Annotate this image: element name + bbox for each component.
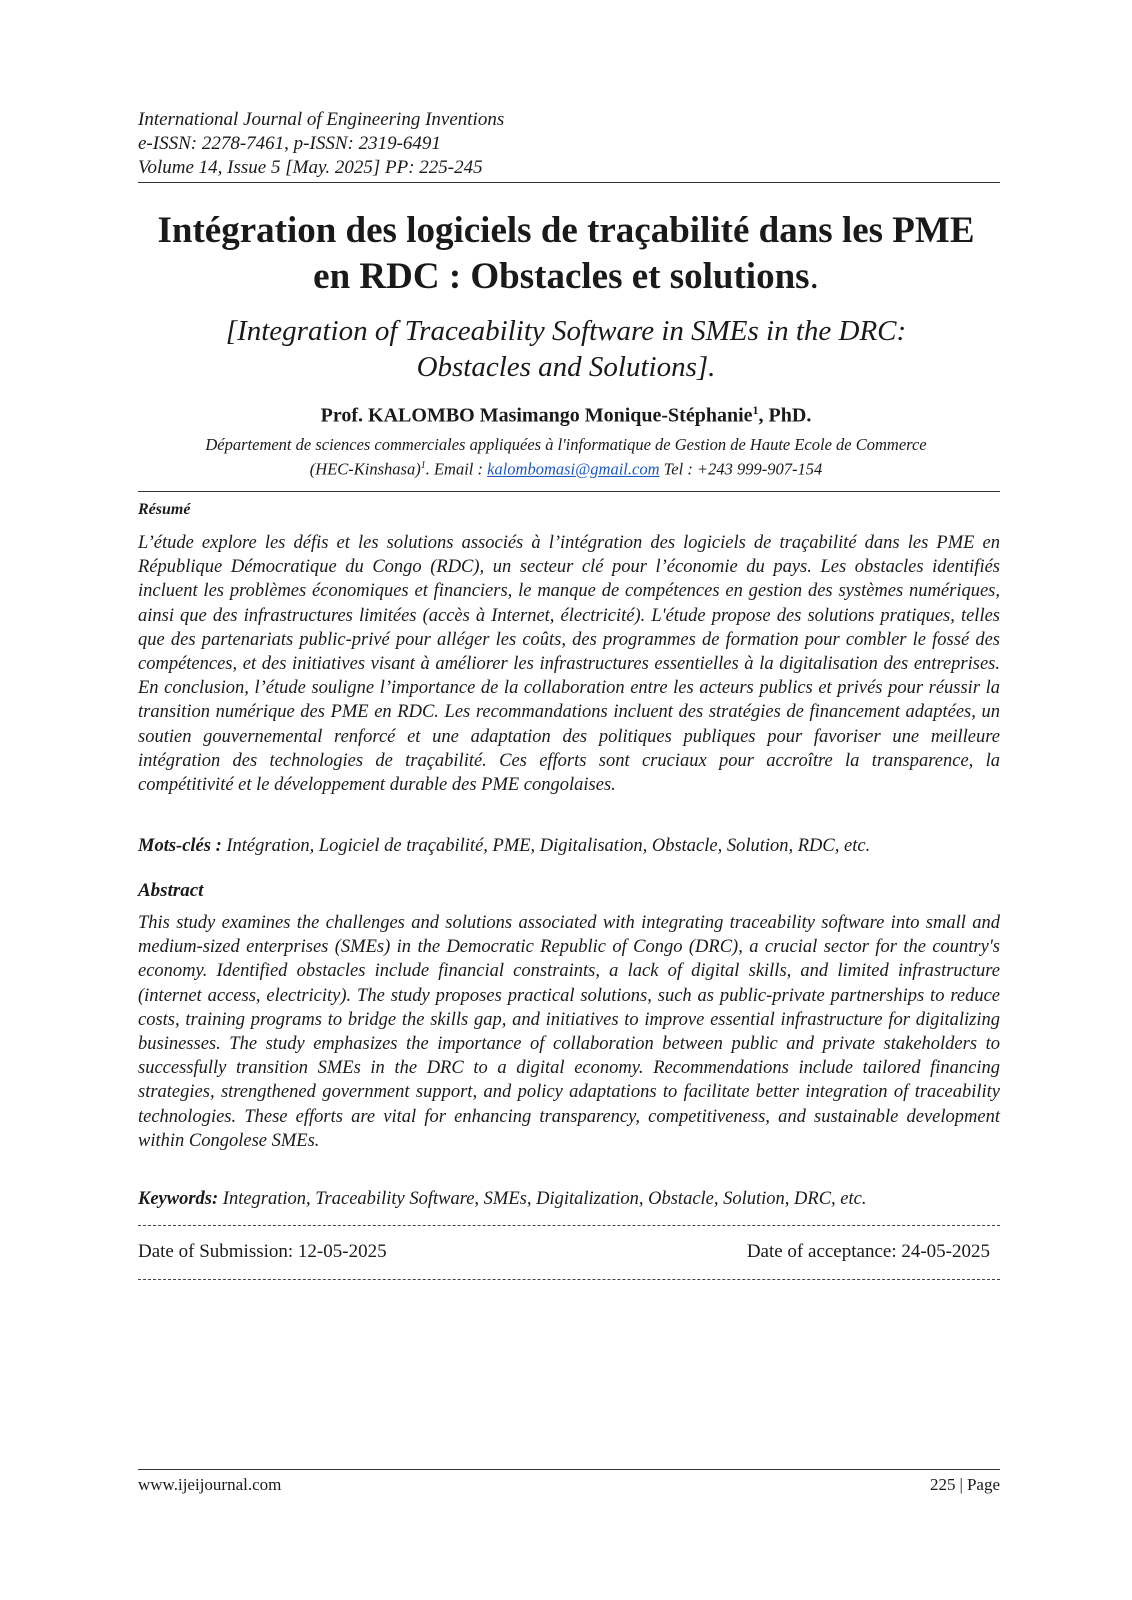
english-title (100, 313, 1032, 385)
keywords-french-label: Mots-clés : (138, 836, 222, 856)
header-divider (138, 182, 1000, 183)
page-number: 225 (930, 1475, 956, 1494)
telephone: Tel : +243 999-907-154 (659, 459, 823, 479)
keywords-english (138, 1187, 1000, 1211)
footer-website[interactable]: www.ijeijournal.com (138, 1475, 282, 1494)
author-affiliation-mark: 1 (752, 403, 759, 417)
english-title-line-1: [Integration of Traceability Software in SMEs in the DRC: (225, 315, 907, 347)
author-degree: , PhD. (758, 404, 812, 427)
title-line-2-text: en RDC : Obstacles et solutions (313, 256, 810, 297)
journal-name: International Journal of Engineering Inventions (138, 109, 505, 130)
affiliation-mark: 1 (420, 460, 426, 471)
affiliation-line-1: Département de sciences commerciales appliquées à l'informatique de Gestion de Haute Ecole de Commerce (205, 435, 927, 454)
journal-volume: Volume 14, Issue 5 [May. 2025] PP: 225-245 (138, 157, 483, 178)
keywords-english-label: Keywords: (138, 1189, 219, 1209)
title-period: . (809, 256, 819, 297)
email-link[interactable]: kalombomasi@gmail.com (487, 459, 660, 479)
footer-divider (138, 1469, 1000, 1470)
author-line (100, 397, 1032, 429)
affiliation (120, 434, 1012, 480)
page-separator: | (959, 1475, 963, 1494)
affiliation-divider (138, 491, 1000, 492)
journal-issn: e-ISSN: 2278-7461, p-ISSN: 2319-6491 (138, 133, 441, 154)
footer-page-number (930, 1474, 1000, 1496)
keywords-english-list: Integration, Traceability Software, SMEs, Digitalization, Obstacle, Solution, DRC, etc. (218, 1189, 867, 1209)
title-line-2 (100, 254, 1032, 300)
paper-title (100, 208, 1032, 300)
dashed-divider-bottom (138, 1279, 1000, 1280)
affiliation-line-2 (120, 455, 1012, 480)
title-line-1: Intégration des logiciels de traçabilité dans les PME (157, 210, 975, 251)
dashed-divider-top (138, 1225, 1000, 1226)
keywords-french (138, 834, 1000, 858)
page-label: Page (966, 1475, 1000, 1494)
abstract-text: This study examines the challenges and solutions associated with integrating traceability software into small and medium-sized enterprises (SMEs) in the Democratic Republic of Congo (DRC), a crucial sector for the country's economy. Identified obstacles include financial constraints, a lack of digital skills, and limited infrastructure (internet access, electricity). The study proposes practical solutions, such as public-private partnerships to reduce costs, training programs to bridge the skills gap, and initiatives to improve essential infrastructure for digitalizing businesses. The study emphasizes the importance of collaboration between public and private stakeholders to successfully transition SMEs in the DRC to a digital economy. Recommendations include tailored financing strategies, strengthened government support, and policy adaptations to facilitate better integration of traceability technologies. These efforts are vital for enhancing transparency, competitiveness, and sustainable development within Congolese SMEs. (138, 913, 1000, 1151)
journal-header (138, 108, 1000, 180)
english-title-line-2: Obstacles and Solutions]. (416, 351, 716, 383)
affiliation-institution: (HEC-Kinshasa) (309, 459, 421, 479)
author-name: Prof. KALOMBO Masimango Monique-Stéphanie (320, 404, 753, 427)
abstract-heading: Abstract (138, 880, 204, 901)
resume-heading: Résumé (138, 501, 191, 518)
keywords-french-list: Intégration, Logiciel de traçabilité, PME, Digitalisation, Obstacle, Solution, RDC, etc. (221, 836, 871, 856)
submission-date: Date of Submission: 12-05-2025 (138, 1241, 387, 1262)
email-label: . Email : (425, 459, 488, 479)
acceptance-date: Date of acceptance: 24-05-2025 (746, 1241, 990, 1262)
resume-text: L’étude explore les défis et les solutions associés à l’intégration des logiciels de traçabilité dans les PME en République Démocratique du Congo (RDC), un secteur clé pour l’économie du pays. Les obstacles identifiés incluent les problèmes économiques et financiers, le manque de compétences en gestion des systèmes numériques, ainsi que des infrastructures limitées (accès à Internet, électricité). L'étude propose des solutions pratiques, telles que des partenariats public-privé pour alléger les coûts, des programmes de formation pour combler le fossé des compétences, et des initiatives visant à améliorer les infrastructures essentielles à la digitalisation des entreprises. En conclusion, l’étude souligne l’importance de la collaboration entre les acteurs publics et privés pour réussir la transition numérique des PME en RDC. Les recommandations incluent des stratégies de financement adaptées, un soutien gouvernemental renforcé et une adaptation des politiques publiques pour favoriser une meilleure intégration des technologies de traçabilité. Ces efforts sont cruciaux pour accroître la transparence, la compétitivité et le développement durable des PME congolaises. (138, 533, 1000, 796)
